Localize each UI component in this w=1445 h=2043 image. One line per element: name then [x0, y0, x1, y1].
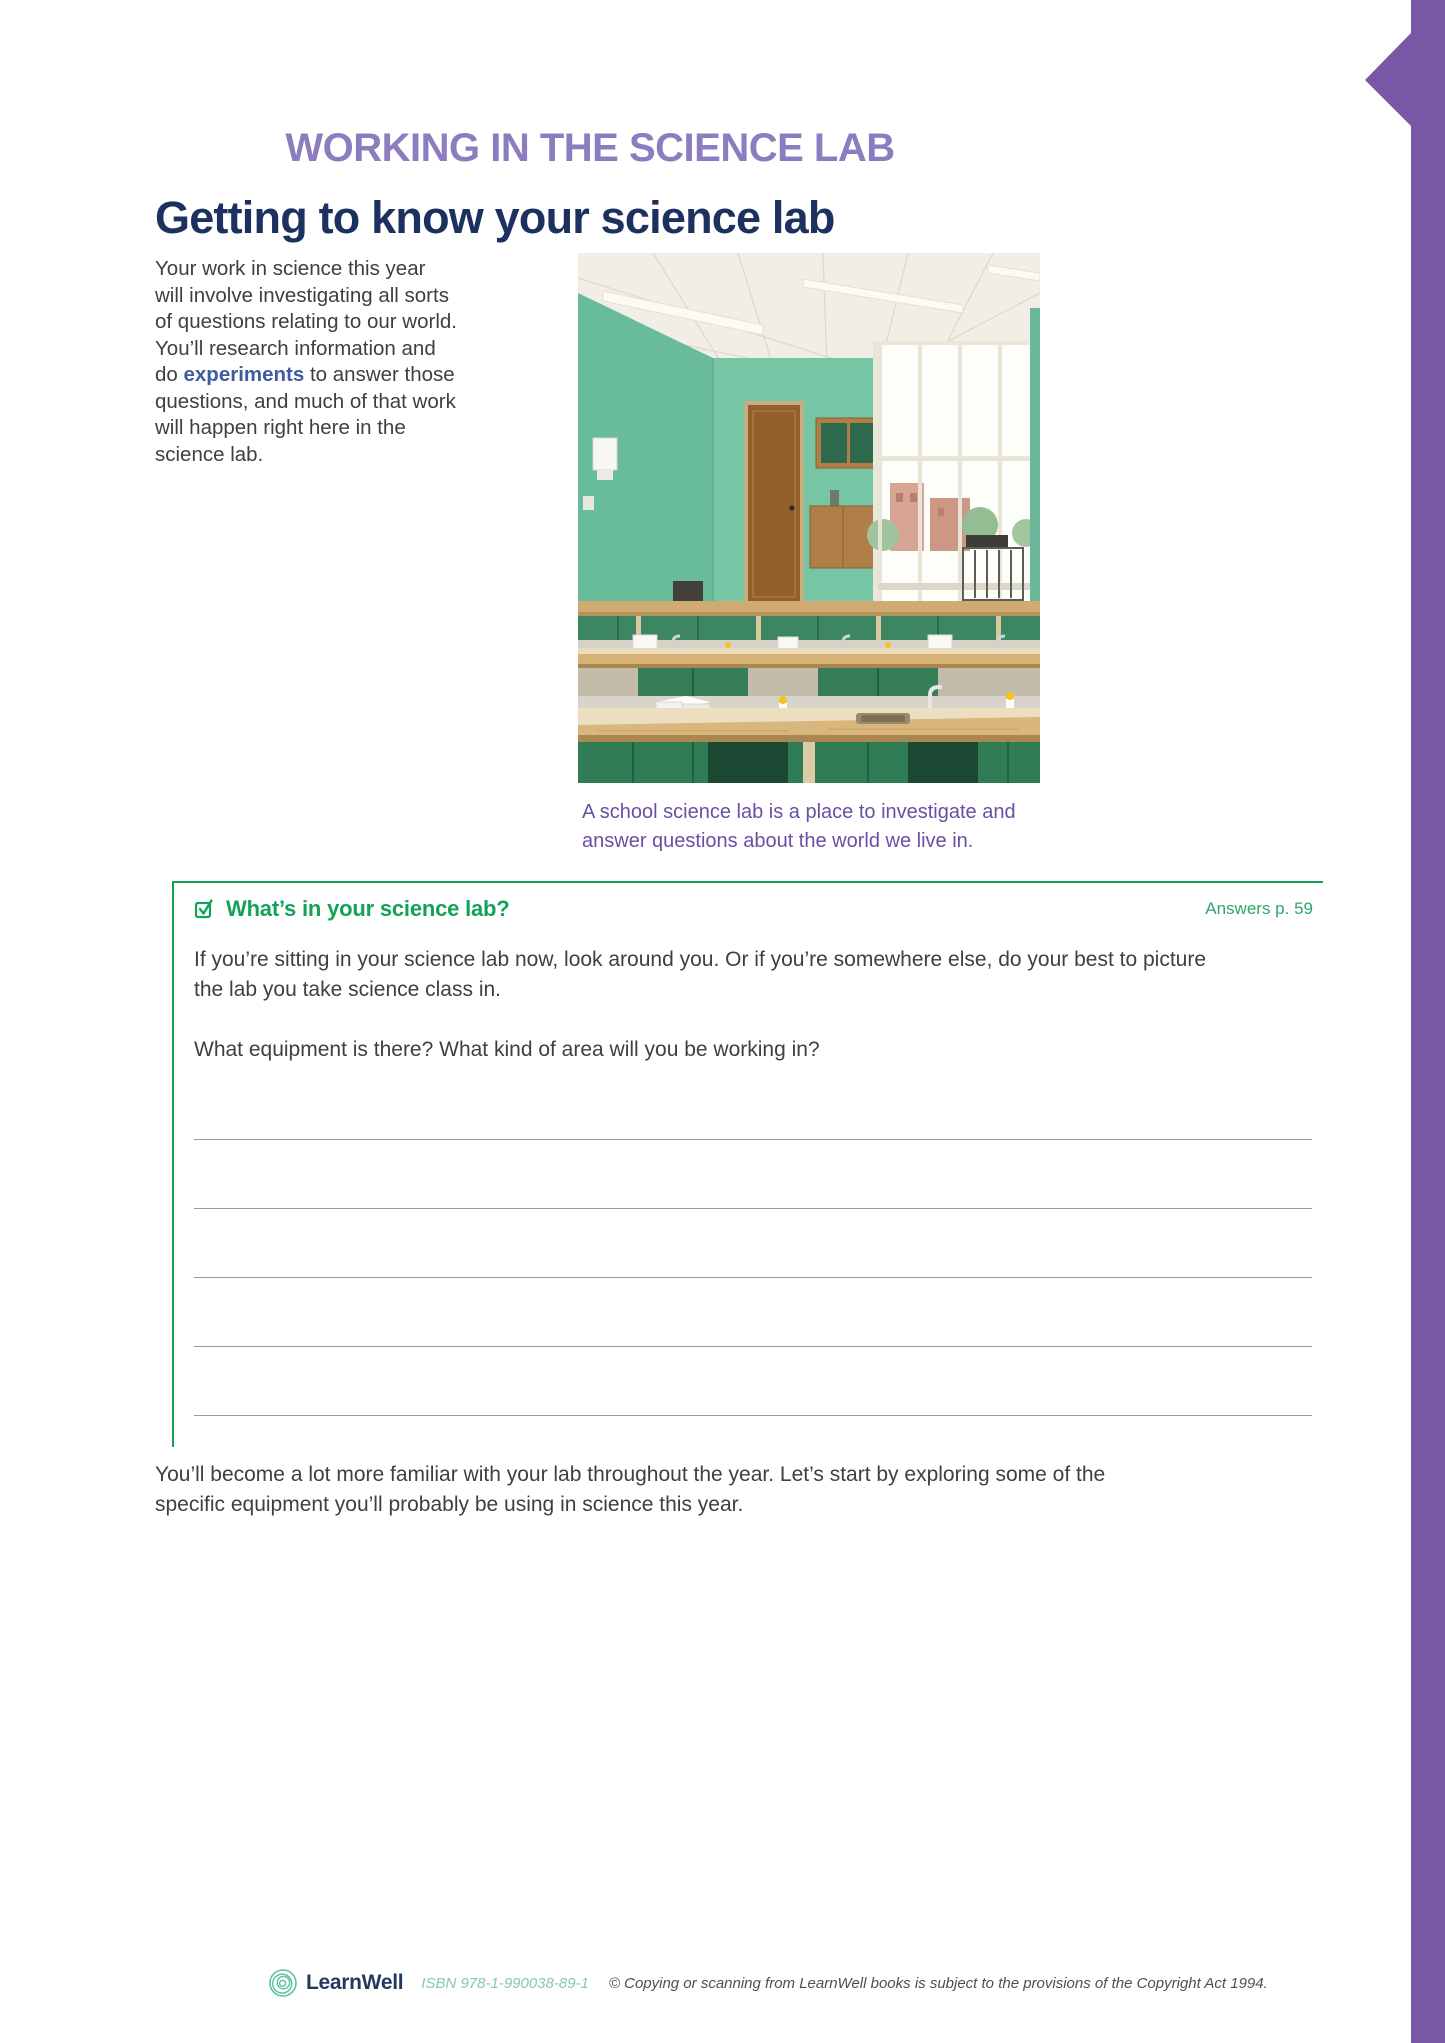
page-footer	[268, 1968, 1268, 1998]
page-title: Getting to know your science lab	[155, 192, 835, 243]
checkbox-icon	[194, 898, 217, 921]
answer-line[interactable]	[194, 1071, 1312, 1140]
intro-text-after: to answer those questions, and much of that work will happen right here in the science lab.	[155, 363, 456, 466]
activity-header	[194, 896, 1313, 922]
photo-caption: A school science lab is a place to investigate and answer questions about the world we live in.	[582, 801, 1016, 852]
activity-paragraph-2: What equipment is there? What kind of area will you be working in?	[194, 1038, 820, 1061]
activity-paragraph-1: If you’re sitting in your science lab now, look around you. Or if you’re somewhere else, do your best to picture the lab you take science class in.	[194, 948, 1207, 1001]
answer-line[interactable]	[194, 1209, 1312, 1278]
intro-paragraph	[155, 256, 457, 468]
brand-name: LearnWell	[306, 1971, 404, 1994]
closing-paragraph: You’ll become a lot more familiar with your lab throughout the year. Let’s start by exploring some of the specific equipment you’ll probably be using in science this year.	[155, 1463, 1106, 1516]
page-corner-ribbon-icon	[1363, 0, 1445, 2043]
activity-box	[172, 881, 1323, 1447]
science-lab-photo-illustration	[578, 253, 1040, 783]
isbn-text: ISBN 978-1-990038-89-1	[421, 1974, 589, 1992]
answer-line[interactable]	[194, 1278, 1312, 1347]
copyright-text: © Copying or scanning from LearnWell books is subject to the provisions of the Copyright Act 1994.	[608, 1974, 1268, 1992]
answer-lines	[194, 1071, 1312, 1416]
learnwell-logo-icon	[268, 1968, 298, 1998]
answer-line[interactable]	[194, 1347, 1312, 1416]
chapter-kicker: WORKING IN THE SCIENCE LAB	[285, 126, 895, 170]
activity-title: What’s in your science lab?	[226, 896, 510, 921]
science-lab-photo	[578, 253, 1040, 783]
keyword-experiments: experiments	[183, 363, 305, 386]
activity-title-wrap	[194, 896, 510, 922]
answer-line[interactable]	[194, 1140, 1312, 1209]
intro-text-before: Your work in science this year will involve investigating all sorts of questions relating to our world. You’ll research information and do	[155, 257, 457, 386]
answers-page-link[interactable]: Answers p. 59	[1205, 899, 1313, 918]
